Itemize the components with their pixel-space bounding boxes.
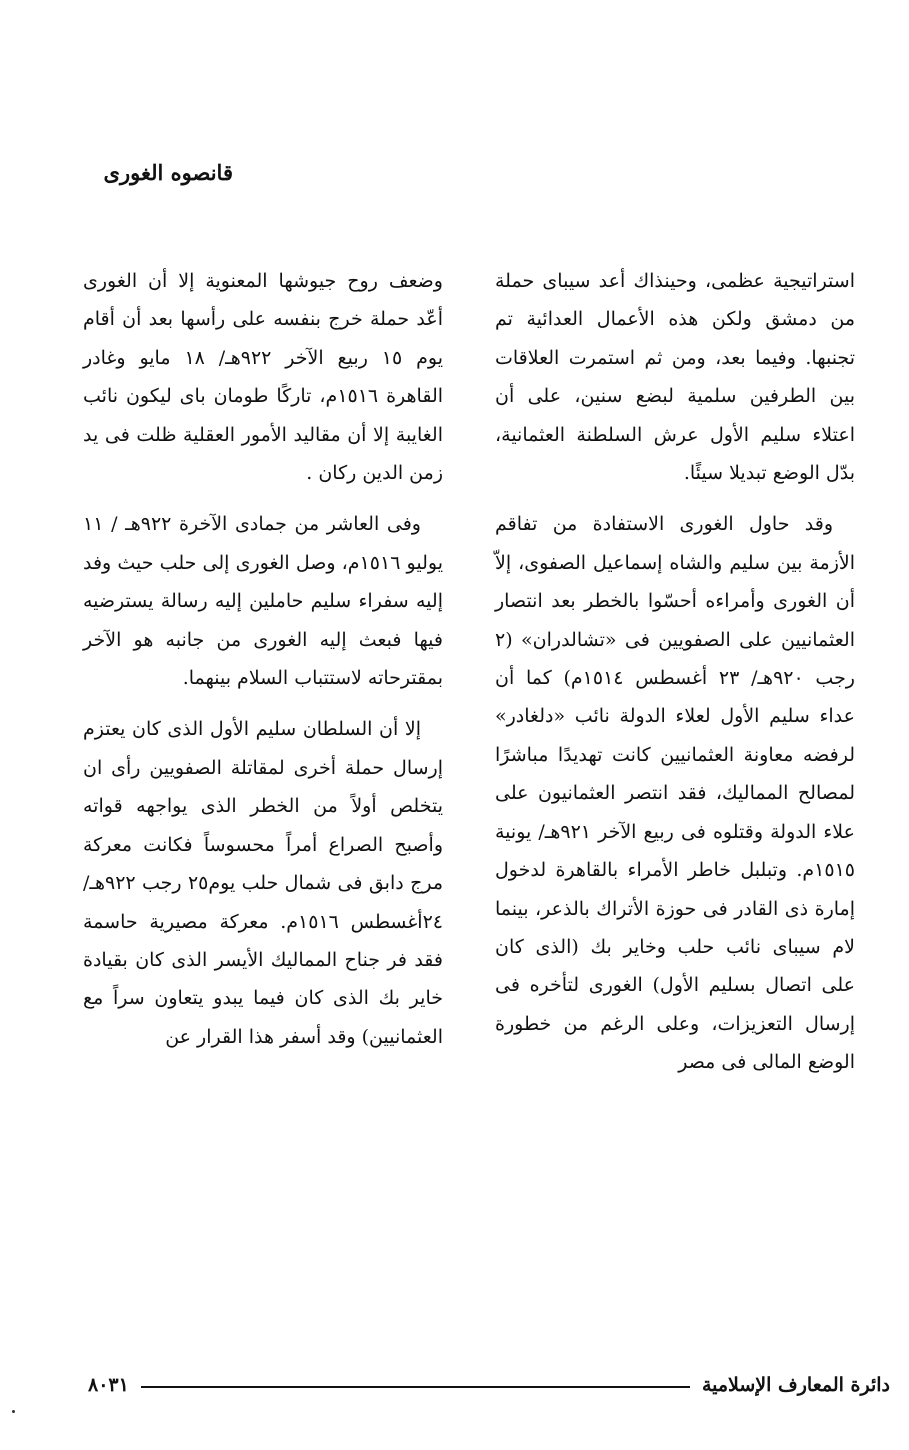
publication-title: دائرة المعارف الإسلامية bbox=[701, 1374, 890, 1396]
paragraph: وضعف روح جيوشها المعنوية إلا أن الغورى أعّد حملة خرج بنفسه على رأسها بعد أن أقام يوم ١٥ ربيع الآخر ٩٢٢هـ/ ١٨ مايو وغادر القاهرة ١٥١٦م، تاركًا طومان باى ليكون نائب الغايبة إلا أن مقاليد الأمور العقلية ظلت فى يد زمن الدين ركان . bbox=[83, 270, 444, 485]
text-column-right bbox=[495, 262, 855, 1095]
footer-rule bbox=[141, 1386, 690, 1388]
page-number: ٨٠٣١ bbox=[88, 1374, 129, 1396]
running-header: قانصوه الغورى bbox=[103, 160, 233, 185]
paragraph: استراتيجية عظمى، وحينذاك أعد سيباى حملة من دمشق ولكن هذه الأعمال العدائية تم تجنبها. وفيما بعد، ومن ثم استمرت العلاقات بين الطرفين سلمية لبضع سنين، على أن اعتلاء سليم الأول عرش السلطنة العثمانية، بدّل الوضع تبديلا سيئًا. bbox=[495, 270, 855, 485]
text-column-left bbox=[83, 262, 443, 1069]
scan-speck bbox=[12, 1410, 15, 1413]
paragraph: وقد حاول الغورى الاستفادة من تفاقم الأزمة بين سليم والشاه إسماعيل الصفوى، إلاّ أن الغورى وأمراءه أحسّوا بالخطر بعد انتصار العثمانيين على الصفويين فى «تشالدران» (٢ رجب ٩٢٠هـ/ ٢٣ أغسطس ١٥١٤م) كما أن عداء سليم الأول لعلاء الدولة نائب «دلغادر» لرفضه معاونة العثمانيين كانت تهديدًا مباشرًا لمصالح المماليك، فقد انتصر العثمانيون على علاء الدولة وقتلوه فى ربيع الآخر ٩٢١هـ/ يونية ١٥١٥م. وتبلبل خاطر الأمراء بالقاهرة لدخول إمارة ذى القادر فى حوزة الأتراك بالذعر، بينما لام سيباى نائب حلب وخاير بك (الذى كان على اتصال بسليم الأول) الغورى لتأخره فى إرسال التعزيزات، وعلى الرغم من خطورة الوضع المالى فى مصر bbox=[495, 513, 855, 1074]
paragraph: إلا أن السلطان سليم الأول الذى كان يعتزم إرسال حملة أخرى لمقاتلة الصفويين رأى ان يتخلص أولاً من الخطر الذى يواجهه قواته وأصبح الصراع أمراً محسوساً فكانت معركة مرج دابق فى شمال حلب يوم٢٥ رجب ٩٢٢هـ/ ٢٤أغسطس ١٥١٦م. معركة مصيرية حاسمة فقد فر جناح المماليك الأيسر الذى كان بقيادة خاير بك الذى كان فيما يبدو يتعاون سراً مع العثمانيين) وقد أسفر هذا القرار عن bbox=[83, 718, 444, 1048]
paragraph: وفى العاشر من جمادى الآخرة ٩٢٢هـ / ١١ يوليو ١٥١٦م، وصل الغورى إلى حلب حيث وفد إليه سفراء سليم حاملين إليه رسالة يسترضيه فيها فبعث إليه الغورى من جانبه هو الآخر بمقترحاته لاستتباب السلام بينهما. bbox=[83, 513, 444, 690]
page-footer bbox=[88, 1370, 890, 1400]
